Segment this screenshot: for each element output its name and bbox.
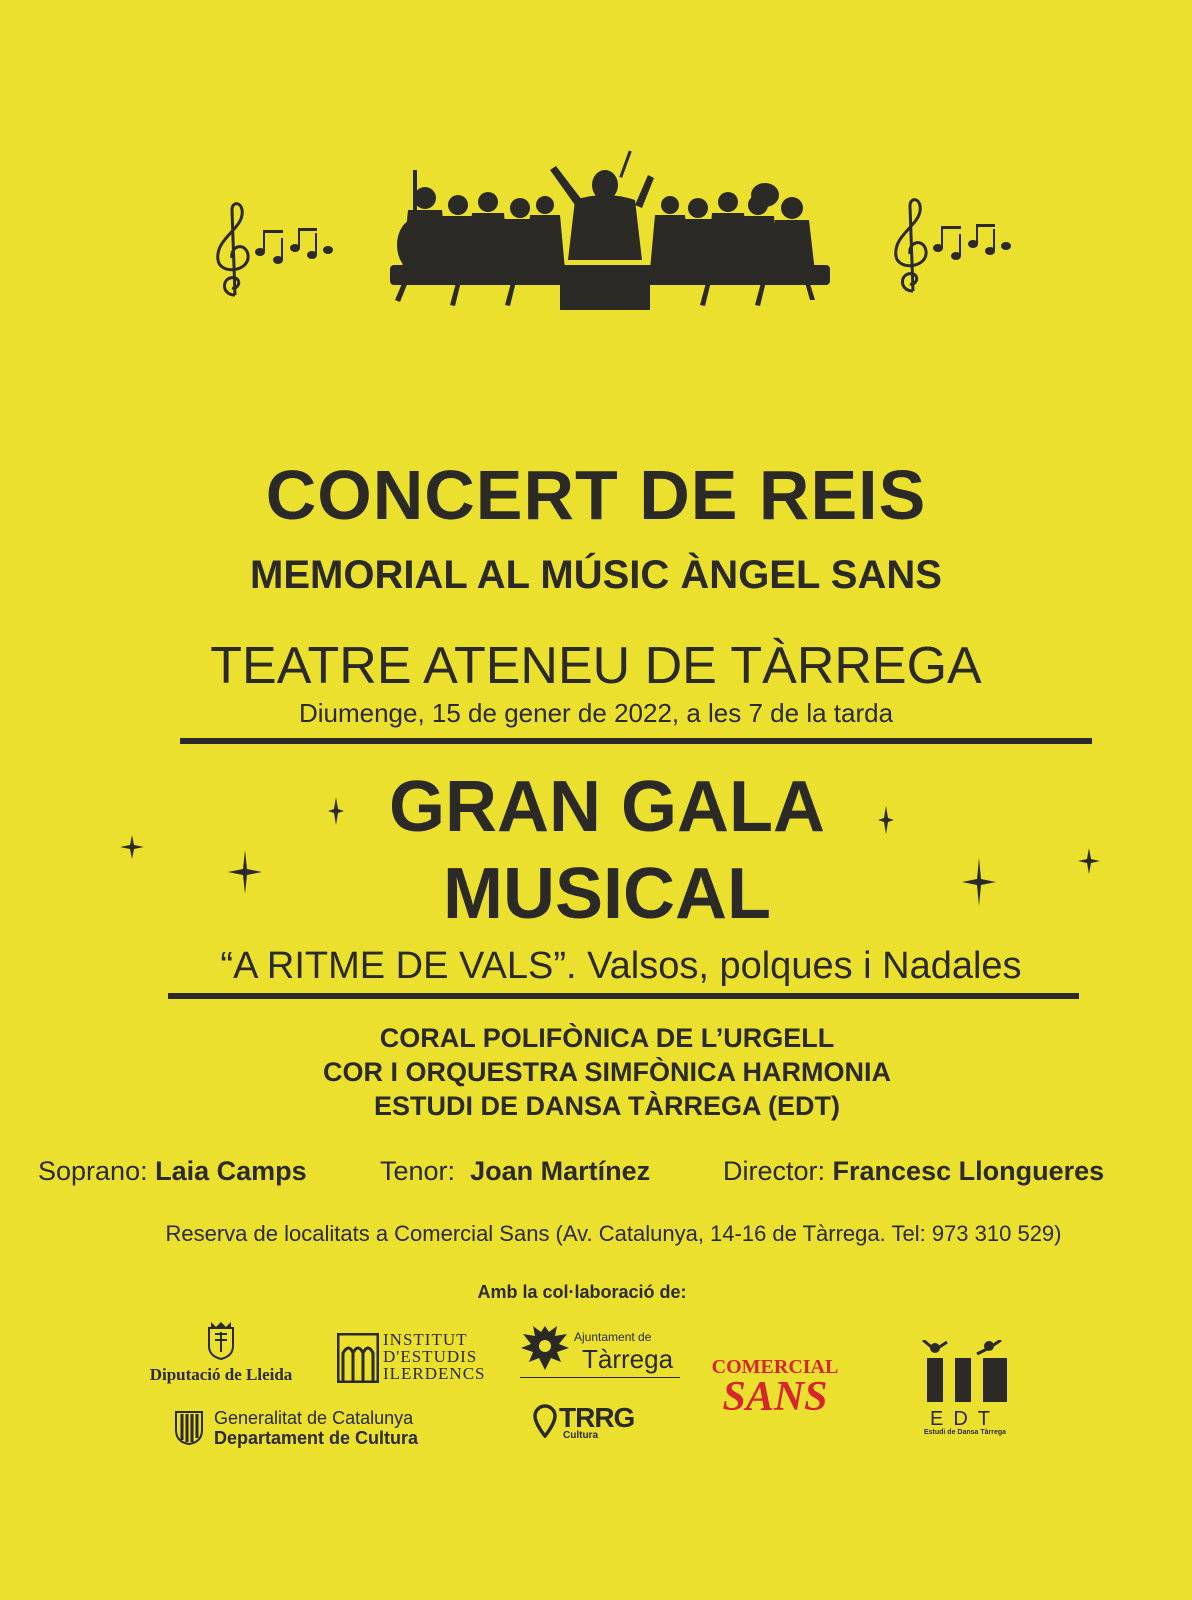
comercial-sans-logo	[705, 1356, 845, 1420]
tenor-credit	[380, 1156, 650, 1187]
iei-line2: D'ESTUDIS	[383, 1347, 478, 1366]
booking-info: Reserva de localitats a Comercial Sans (Av. Catalunya, 14-16 de Tàrrega. Tel: 973 310 529)	[165, 1221, 1062, 1246]
comercial-line2: SANS	[722, 1374, 828, 1420]
gala-tagline: “A RITME DE VALS”. Valsos, polques i Nadales	[220, 945, 1022, 987]
event-date: Diumenge, 15 de gener de 2022, a les 7 de la tarda	[298, 698, 894, 728]
soprano-credit	[38, 1156, 307, 1187]
divider	[180, 738, 1092, 744]
tenor-name: Joan Martínez	[470, 1156, 651, 1186]
gala-title-line1: GRAN GALA	[389, 767, 825, 847]
ajuntament-tarrega-logo	[520, 1322, 680, 1378]
gala-title-line2: MUSICAL	[443, 854, 771, 934]
location-pin-icon	[533, 1404, 557, 1438]
senyera-shield-icon	[174, 1410, 204, 1446]
diputacio-lleida-logo	[136, 1320, 306, 1385]
generalitat-line1: Generalitat de Catalunya	[214, 1408, 414, 1428]
diputacio-label: Diputació de Lleida	[149, 1365, 293, 1384]
director-name: Francesc Llongueres	[832, 1156, 1105, 1186]
divider	[168, 993, 1079, 999]
trrg-sub: Cultura	[563, 1430, 598, 1441]
soprano-name: Laia Camps	[155, 1156, 307, 1186]
director-credit	[723, 1156, 1104, 1187]
edt-logo	[910, 1340, 1020, 1436]
concert-subtitle: MEMORIAL AL MÚSIC ÀNGEL SANS	[250, 553, 942, 597]
treble-clef-notes-icon	[210, 200, 340, 300]
iei-line1: INSTITUT	[383, 1330, 468, 1349]
ajuntament-line1: Ajuntament de	[574, 1330, 652, 1344]
tenor-label: Tenor:	[380, 1156, 456, 1186]
concert-title: CONCERT DE REIS	[265, 456, 927, 534]
iei-line3: ILERDENCS	[383, 1364, 486, 1383]
director-label: Director:	[723, 1156, 826, 1186]
ajuntament-line2: Tàrrega	[582, 1344, 674, 1374]
performer-group: CORAL POLIFÒNICA DE L’URGELL	[379, 1023, 835, 1053]
divider	[520, 1377, 680, 1378]
performer-group: ESTUDI DE DANSA TÀRREGA (EDT)	[373, 1091, 840, 1121]
coat-of-arms-icon	[206, 1320, 236, 1360]
arches-icon	[337, 1333, 379, 1383]
edt-label: EDT	[930, 1408, 1000, 1430]
performer-group: COR I ORQUESTRA SIMFÒNICA HARMONIA	[323, 1057, 891, 1087]
orchestra-silhouette-image	[380, 150, 840, 320]
collaboration-heading: Amb la col·laboració de:	[477, 1282, 687, 1302]
edt-sub: Estudi de Dansa Tàrrega	[923, 1429, 1007, 1436]
trrg-label: TRRG	[559, 1402, 635, 1433]
generalitat-line2: Departament de Cultura	[214, 1428, 419, 1448]
treble-clef-notes-icon	[888, 196, 1018, 296]
soprano-label: Soprano:	[38, 1156, 148, 1186]
eagle-crest-icon	[520, 1322, 570, 1378]
dancers-icon	[915, 1340, 1015, 1404]
comercial-line1: COMERCIAL	[711, 1356, 839, 1378]
venue: TEATRE ATENEU DE TÀRREGA	[210, 637, 982, 695]
